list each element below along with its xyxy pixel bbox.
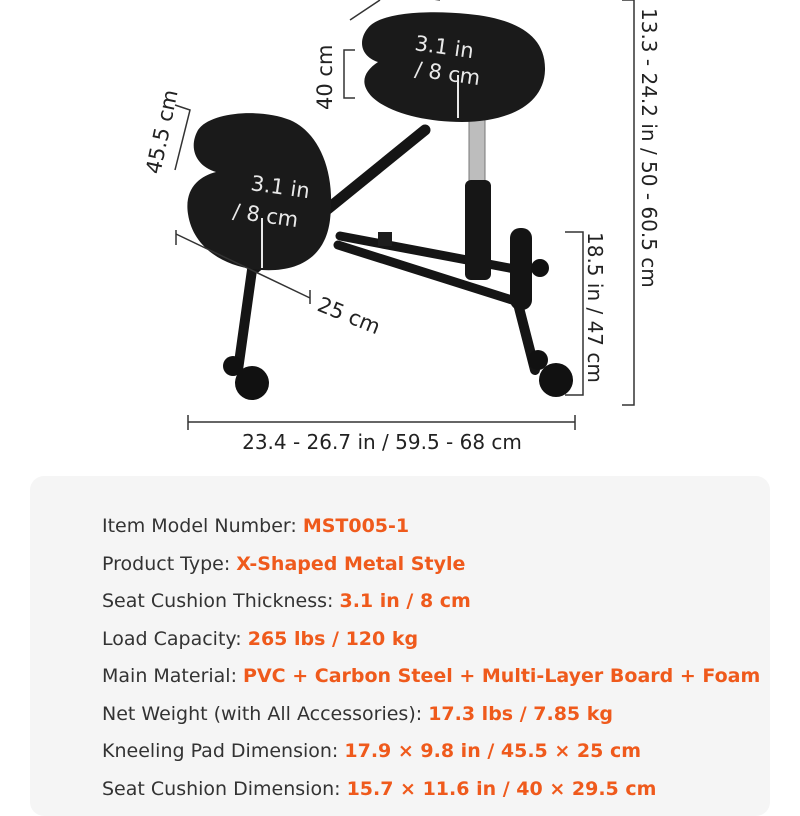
- spec-value: 3.1 in / 8 cm: [339, 590, 471, 612]
- spec-label: Net Weight (with All Accessories):: [102, 702, 429, 725]
- seat-pad-thickness-line2: / 8 cm: [413, 57, 482, 91]
- spec-row-seat-cushion-thickness: [102, 587, 760, 625]
- spec-label: Product Type:: [102, 552, 237, 575]
- knee-pad-thickness-line2: / 8 cm: [231, 199, 300, 233]
- spec-label: Load Capacity:: [102, 627, 248, 650]
- spec-row-main-material: [102, 662, 760, 700]
- spec-row-product-type: [102, 550, 760, 588]
- knee-depth-label: 45.5 cm: [141, 87, 183, 177]
- spec-row-load-capacity: [102, 625, 760, 663]
- spec-row-model-number: [102, 512, 760, 550]
- spec-row-seat-cushion-dimension: [102, 775, 760, 813]
- spec-list: [102, 512, 760, 812]
- spec-label: Kneeling Pad Dimension:: [102, 740, 345, 762]
- spec-label: Seat Cushion Dimension:: [102, 777, 347, 800]
- height-range-label: 13.3 - 24.2 in / 50 - 60.5 cm: [637, 8, 661, 288]
- spec-value: 15.7 × 11.6 in / 40 × 29.5 cm: [346, 777, 657, 800]
- spec-label: Seat Cushion Thickness:: [102, 590, 340, 612]
- length-range-label: 23.4 - 26.7 in / 59.5 - 68 cm: [242, 430, 522, 454]
- gas-lift-cylinder: [465, 118, 532, 310]
- seat-depth-label: 40 cm: [313, 44, 337, 110]
- spec-row-net-weight: [102, 700, 760, 738]
- spec-value: MST005-1: [302, 515, 410, 537]
- spec-label: Item Model Number:: [102, 515, 303, 537]
- spec-value: PVC + Carbon Steel + Multi-Layer Board + Foam: [243, 665, 761, 687]
- spec-value: 265 lbs / 120 kg: [247, 627, 419, 650]
- spec-row-kneeling-pad-dimension: [102, 737, 760, 775]
- seat-pad-thickness-line1: 3.1 in: [413, 31, 476, 64]
- spec-label: Main Material:: [102, 665, 244, 687]
- knee-width-label: 25 cm: [314, 292, 384, 340]
- spec-value: 17.3 lbs / 7.85 kg: [428, 702, 614, 725]
- base-height-label: 18.5 in / 47 cm: [583, 232, 607, 383]
- spec-value: 17.9 × 9.8 in / 45.5 × 25 cm: [344, 740, 642, 762]
- knee-pad-thickness-line1: 3.1 in: [249, 171, 312, 204]
- spec-value: X-Shaped Metal Style: [236, 552, 466, 575]
